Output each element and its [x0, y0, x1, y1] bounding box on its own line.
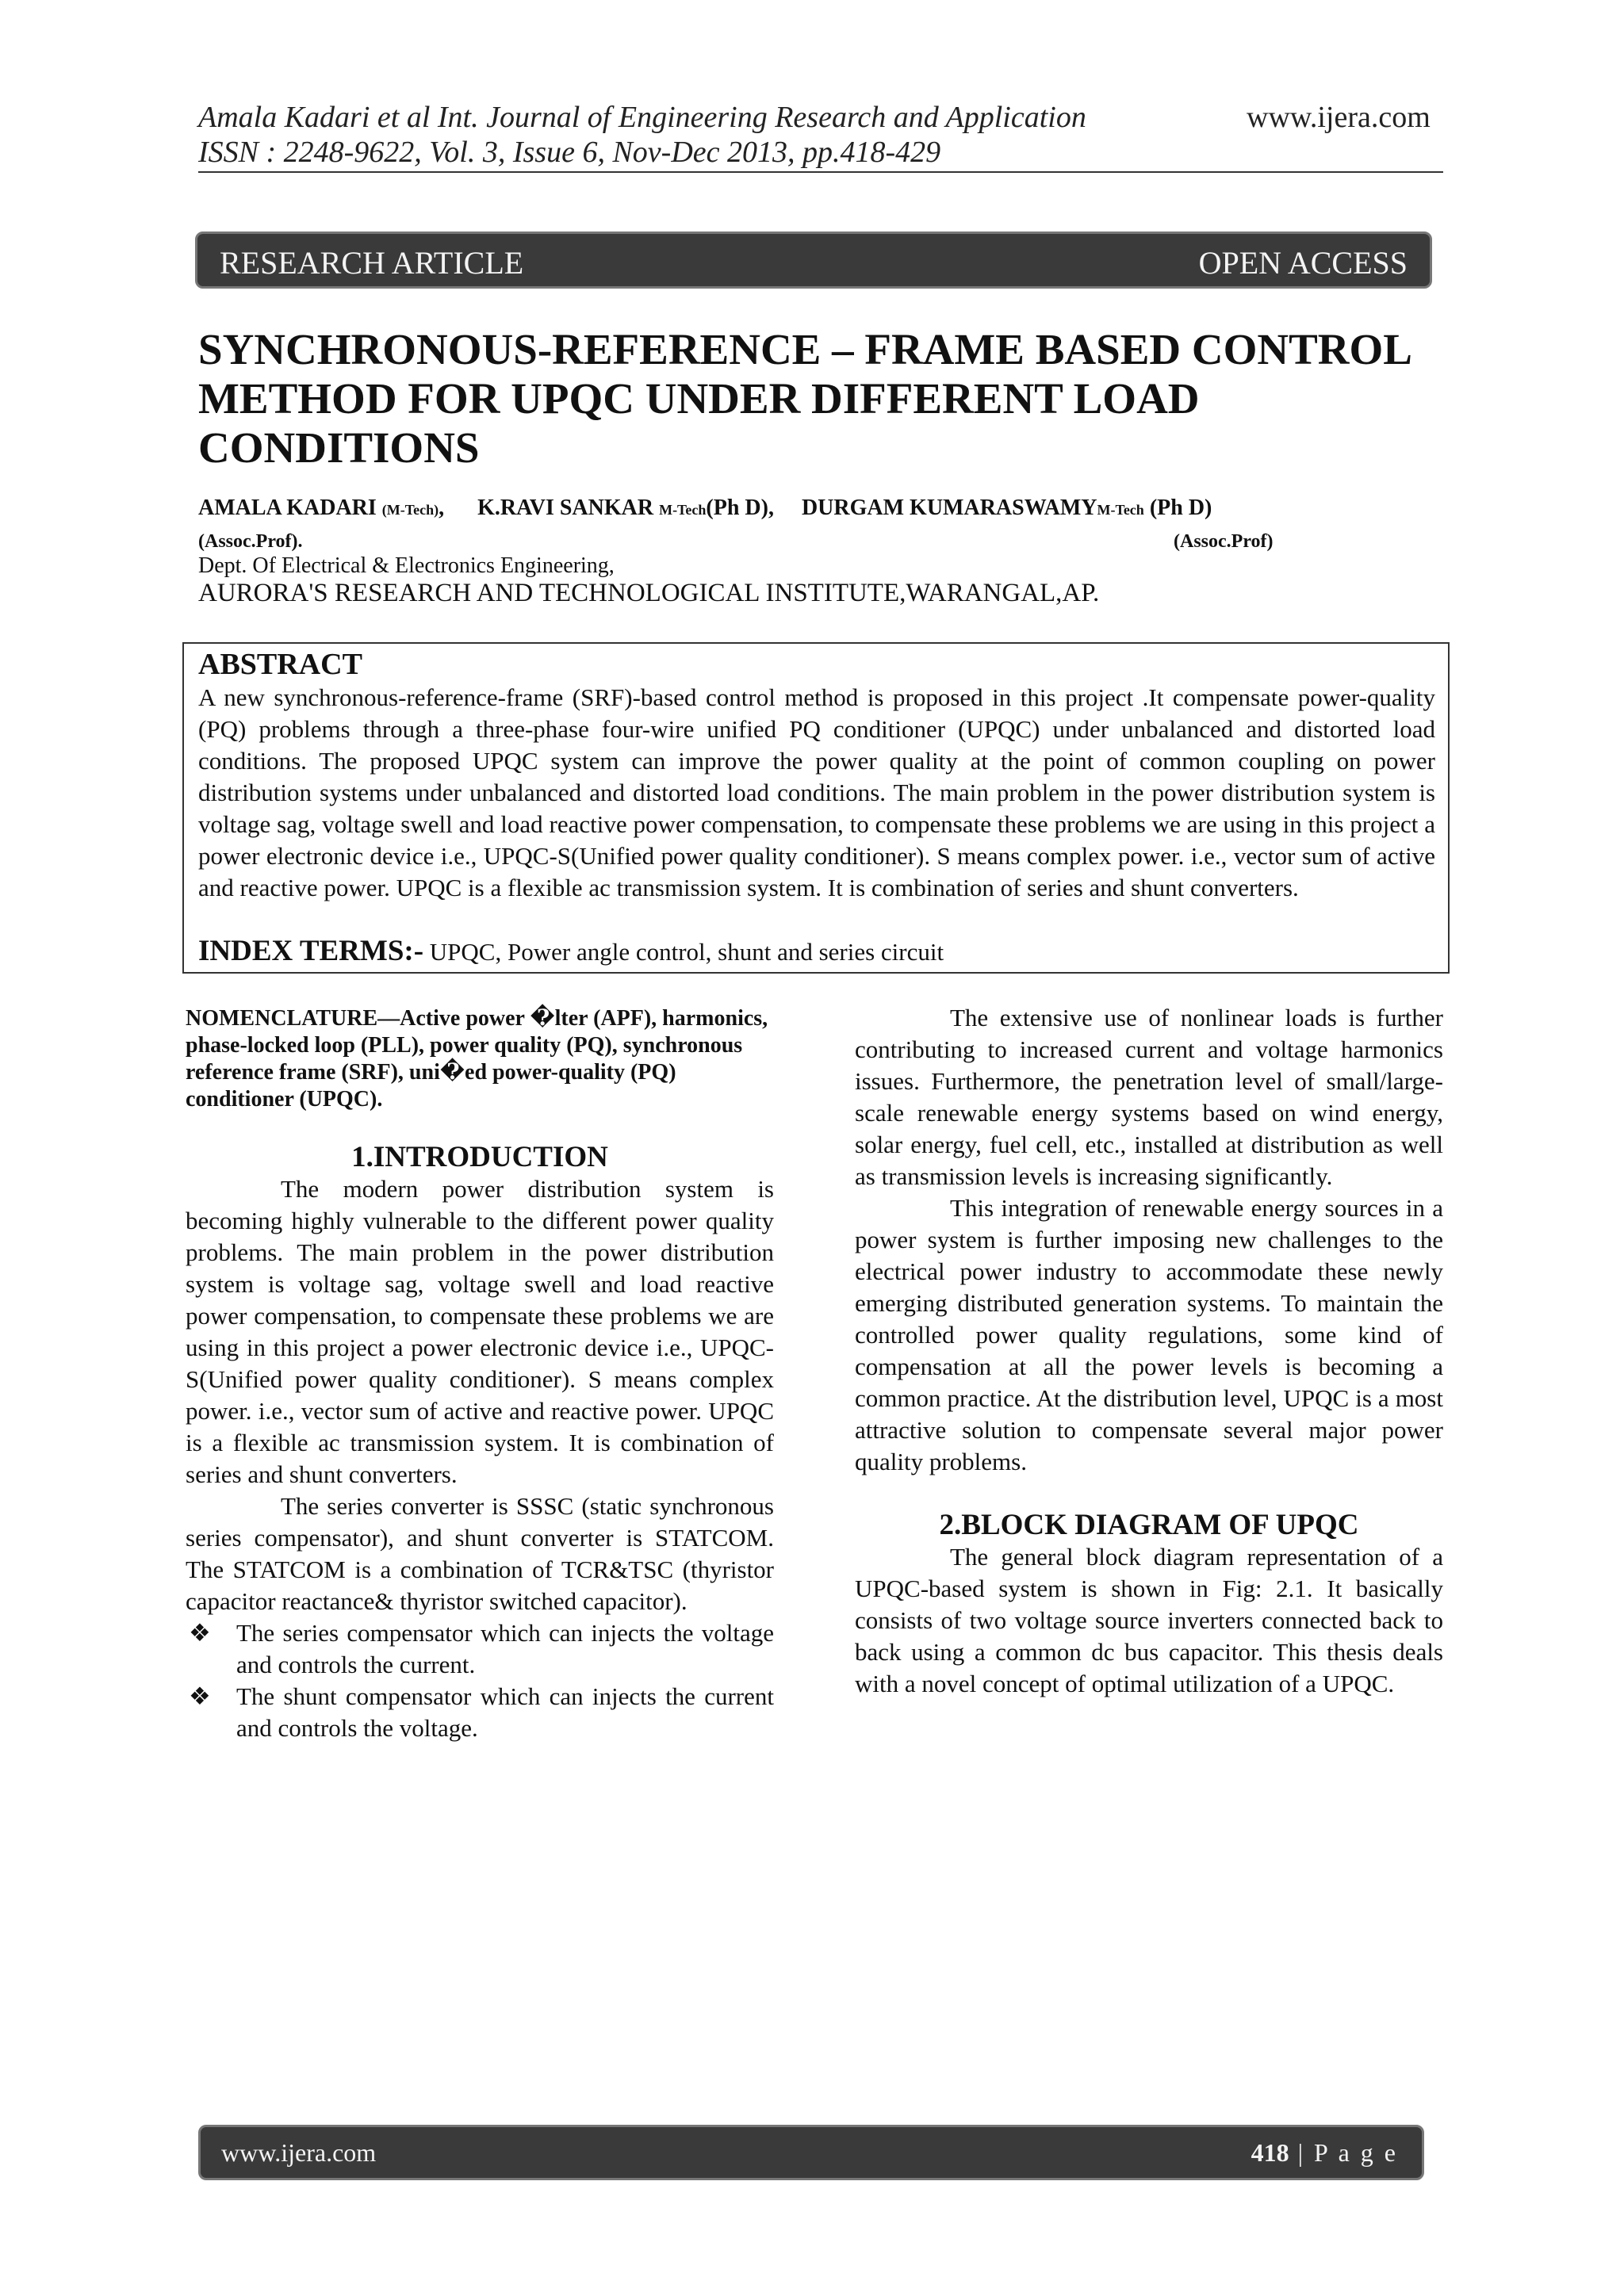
open-access-label: OPEN ACCESS: [1198, 245, 1408, 281]
page-footer: [198, 2125, 1424, 2180]
left-column: [186, 1142, 774, 1744]
paper-title: SYNCHRONOUS-REFERENCE – FRAME BASED CONTROL METHOD FOR UPQC UNDER DIFFERENT LOAD CONDITIONS: [198, 325, 1410, 472]
footer-url[interactable]: www.ijera.com: [221, 2138, 377, 2167]
right-paragraph-3: The general block diagram representation of a UPQC-based system is shown in Fig: 2.1. It basically consists of two voltage source inverters connected back to back using a common dc bus capacitor. This thesis deals with a novel concept of optimal utilization of a UPQC.: [855, 1543, 1443, 1697]
header-divider: [198, 171, 1443, 173]
journal-citation-line1: Amala Kadari et al Int. Journal of Engineering Research and Application: [198, 101, 1086, 134]
institute: AURORA'S RESEARCH AND TECHNOLOGICAL INSTITUTE,WARANGAL,AP.: [198, 579, 1100, 607]
author-2-degree: M-Tech: [659, 502, 707, 518]
abstract-text: A new synchronous-reference-frame (SRF)-based control method is proposed in this project .It compensate power-quality (PQ) problems through a three-phase four-wire unified PQ conditioner (UPQC) under unbalanced and distorted load conditions. The proposed UPQC system can improve the power quality at the point of common coupling on power distribution systems under unbalanced and distorted load conditions. The main problem in the power distribution system is voltage sag, voltage swell and load reactive power compensation, to compensate these problems we are using in this project a power electronic device i.e., UPQC-S(Unified power quality conditioner). S means complex power. i.e., vector sum of active and reactive power. UPQC is a flexible ac transmission system. It is combination of series and shunt converters.: [198, 683, 1435, 901]
right-paragraph-2: This integration of renewable energy sources in a power system is further imposing new challenges to the electrical power industry to accommodate these newly emerging distributed generation systems. To maintain the controlled power quality regulations, some kind of compensation at all the power levels is becoming a common practice. At the distribution level, UPQC is a most attractive solution to compensate several major power quality problems.: [855, 1194, 1443, 1475]
right-column: [855, 1002, 1443, 1700]
intro-heading: 1.INTRODUCTION: [351, 1141, 608, 1173]
author-1-degree: (M-Tech): [381, 502, 439, 518]
department: Dept. Of Electrical & Electronics Engineering,: [198, 553, 615, 578]
journal-citation-line2: ISSN : 2248-9622, Vol. 3, Issue 6, Nov-Dec 2013, pp.418-429: [198, 136, 941, 169]
index-terms-label: INDEX TERMS:-: [198, 935, 424, 967]
list-item: [186, 1617, 774, 1681]
research-article-label: RESEARCH ARTICLE: [220, 245, 524, 281]
author-2-name: K.RAVI SANKAR: [477, 496, 660, 520]
diamond-bullet-icon: ❖: [189, 1682, 211, 1710]
list-item: [186, 1681, 774, 1744]
author-3-name: DURGAM KUMARASWAMY: [801, 496, 1097, 520]
index-terms-list: UPQC, Power angle control, shunt and series circuit: [423, 938, 944, 966]
block-diagram-heading: 2.BLOCK DIAGRAM OF UPQC: [939, 1509, 1359, 1541]
page-number: [1251, 2138, 1398, 2168]
right-paragraph-1: The extensive use of nonlinear loads is further contributing to increased current and voltage harmonics issues. Furthermore, the penetration level of small/large-scale renewable energy systems based on wind energy, solar energy, fuel cell, etc., installed at distribution as well as transmission levels is increasing significantly.: [855, 1004, 1443, 1190]
bullet-text-1: The series compensator which can injects the voltage and controls the current.: [236, 1619, 774, 1678]
intro-paragraph-1: The modern power distribution system is becoming highly vulnerable to the different power quality problems. The main problem in the power distribution system is voltage sag, voltage swell and load reactive power compensation, to compensate these problems we are using in this project a power electronic device i.e., UPQC-S(Unified power quality conditioner). S means complex power. i.e., vector sum of active and reactive power. UPQC is a flexible ac transmission system. It is combination of series and shunt converters.: [186, 1175, 774, 1488]
index-terms: [198, 936, 944, 968]
author-2-sep: ,: [768, 496, 774, 520]
nomenclature: NOMENCLATURE—Active power �lter (APF), harmonics, phase-locked loop (PLL), power quality (PQ), synchronous reference frame (SRF), uni�ed power-quality (PQ) conditioner (UPQC).: [186, 1006, 768, 1112]
page-label: | P a g e: [1289, 2138, 1398, 2167]
author-3-phd: (Ph D): [1143, 496, 1212, 520]
author-3-degree: M-Tech: [1097, 502, 1144, 518]
diamond-bullet-icon: ❖: [189, 1619, 211, 1647]
author-1-name: AMALA KADARI: [198, 496, 382, 520]
bullet-text-2: The shunt compensator which can injects the current and controls the voltage.: [236, 1682, 774, 1742]
article-type-banner: [195, 232, 1432, 289]
author-2-phd: (Ph D): [706, 496, 768, 520]
author-1-role: (Assoc.Prof).: [198, 531, 303, 552]
intro-paragraph-2: The series converter is SSSC (static synchronous series compensator), and shunt converter is STATCOM. The STATCOM is a combination of TCR&TSC (thyristor capacitor reactance& thyristor switched capacitor).: [186, 1492, 774, 1615]
abstract-heading: ABSTRACT: [198, 648, 362, 681]
header-url[interactable]: www.ijera.com: [1247, 101, 1431, 134]
page-number-value: 418: [1251, 2138, 1289, 2167]
author-list: [198, 495, 1212, 523]
author-1-sep: ,: [439, 496, 445, 520]
author-3-role: (Assoc.Prof): [1174, 531, 1274, 552]
